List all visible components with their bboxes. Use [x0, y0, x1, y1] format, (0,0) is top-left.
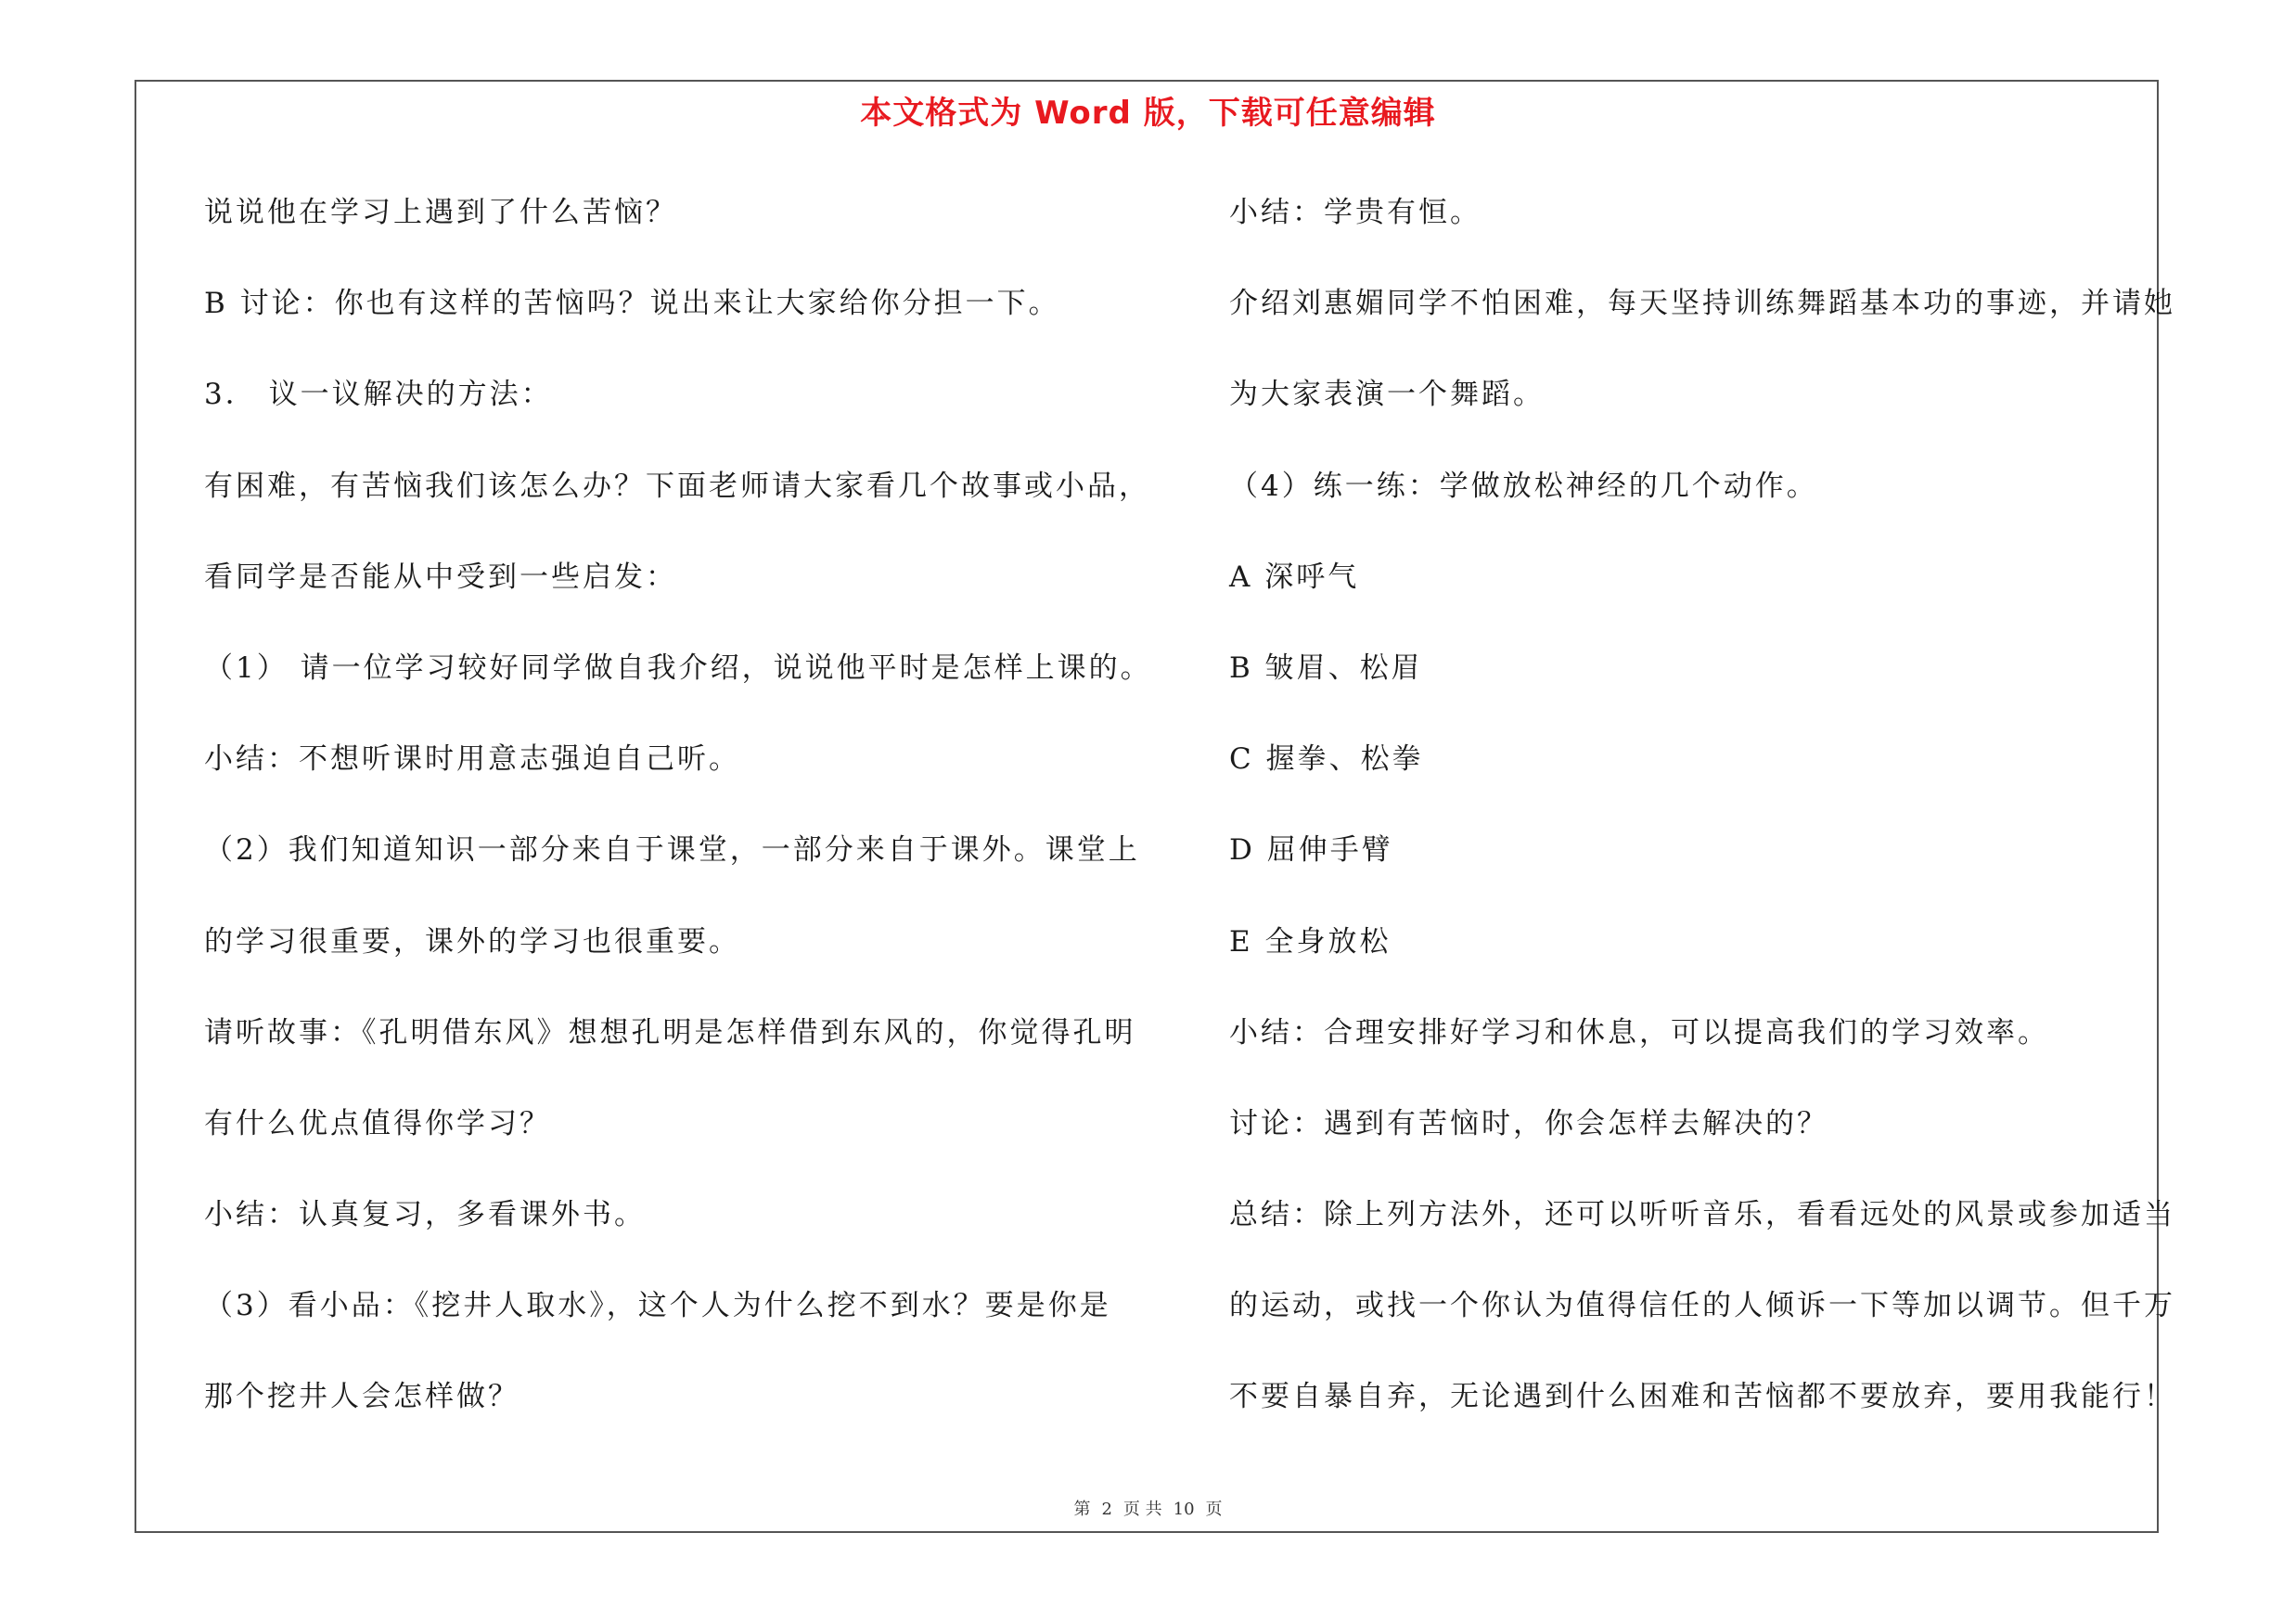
left-column-line: （3）看小品：《挖井人取水》，这个人为什么挖不到水？要是你是: [204, 1289, 1111, 1323]
left-column-line: 请听故事：《孔明借东风》想想孔明是怎样借到东风的，你觉得孔明: [204, 1015, 1136, 1050]
left-column-line: 3． 议一议解决的方法：: [204, 378, 553, 412]
right-column-line: 总结：除上列方法外，还可以听听音乐，看看远处的风景或参加适当: [1229, 1198, 2175, 1232]
left-column-line: 的学习很重要，课外的学习也很重要。: [204, 924, 740, 959]
left-column-line: 小结：不想听课时用意志强迫自己听。: [204, 742, 740, 777]
left-column-line: （2）我们知道知识一部分来自于课堂，一部分来自于课外。课堂上: [204, 833, 1140, 868]
left-column-line: 看同学是否能从中受到一些启发：: [204, 560, 677, 594]
right-column-line: D 屈伸手臂: [1229, 833, 1393, 868]
right-column-line: 介绍刘惠媚同学不怕困难，每天坚持训练舞蹈基本功的事迹，并请她: [1229, 287, 2175, 321]
footer-prefix: 第: [1073, 1500, 1091, 1519]
left-column-line: 有困难，有苦恼我们该怎么办？下面老师请大家看几个故事或小品，: [204, 469, 1150, 503]
footer-middle: 页 共: [1122, 1500, 1162, 1519]
right-column-line: C 握拳、松拳: [1229, 742, 1424, 777]
right-column-line: A 深呼气: [1229, 560, 1360, 594]
right-column-line: 为大家表演一个舞蹈。: [1229, 378, 1545, 412]
left-column-line: B 讨论：你也有这样的苦恼吗？说出来让大家给你分担一下。: [204, 287, 1060, 321]
format-banner: 本文格式为 Word 版，下载可任意编辑: [860, 95, 1436, 132]
left-column-line: （1） 请一位学习较好同学做自我介绍，说说他平时是怎样上课的。: [204, 650, 1152, 685]
page-footer: [0, 1496, 2296, 1520]
footer-suffix: 页: [1205, 1500, 1223, 1519]
right-column-line: 小结：学贵有恒。: [1229, 196, 1481, 229]
left-column-line: 有什么优点值得你学习？: [204, 1106, 551, 1140]
left-column-line: 说说他在学习上遇到了什么苦恼？: [204, 196, 677, 229]
right-column-line: 的运动，或找一个你认为值得信任的人倾诉一下等加以调节。但千万: [1229, 1289, 2175, 1323]
right-column-line: E 全身放松: [1229, 924, 1392, 959]
right-column-line: （4）练一练：学做放松神经的几个动作。: [1229, 469, 1818, 503]
right-column-line: 小结：合理安排好学习和休息，可以提高我们的学习效率。: [1229, 1015, 2049, 1050]
right-column: [1229, 186, 2185, 1462]
left-column-line: 那个挖井人会怎样做？: [204, 1380, 519, 1414]
left-column: [204, 186, 1187, 1462]
footer-total-pages: 10: [1173, 1500, 1195, 1519]
left-column-line: 小结：认真复习，多看课外书。: [204, 1198, 646, 1232]
right-column-line: 不要自暴自弃，无论遇到什么困难和苦恼都不要放弃，要用我能行！: [1229, 1380, 2175, 1414]
right-column-line: 讨论：遇到有苦恼时，你会怎样去解决的？: [1229, 1106, 1828, 1140]
footer-page-number: 2: [1101, 1500, 1112, 1519]
right-column-line: B 皱眉、松眉: [1229, 650, 1423, 685]
